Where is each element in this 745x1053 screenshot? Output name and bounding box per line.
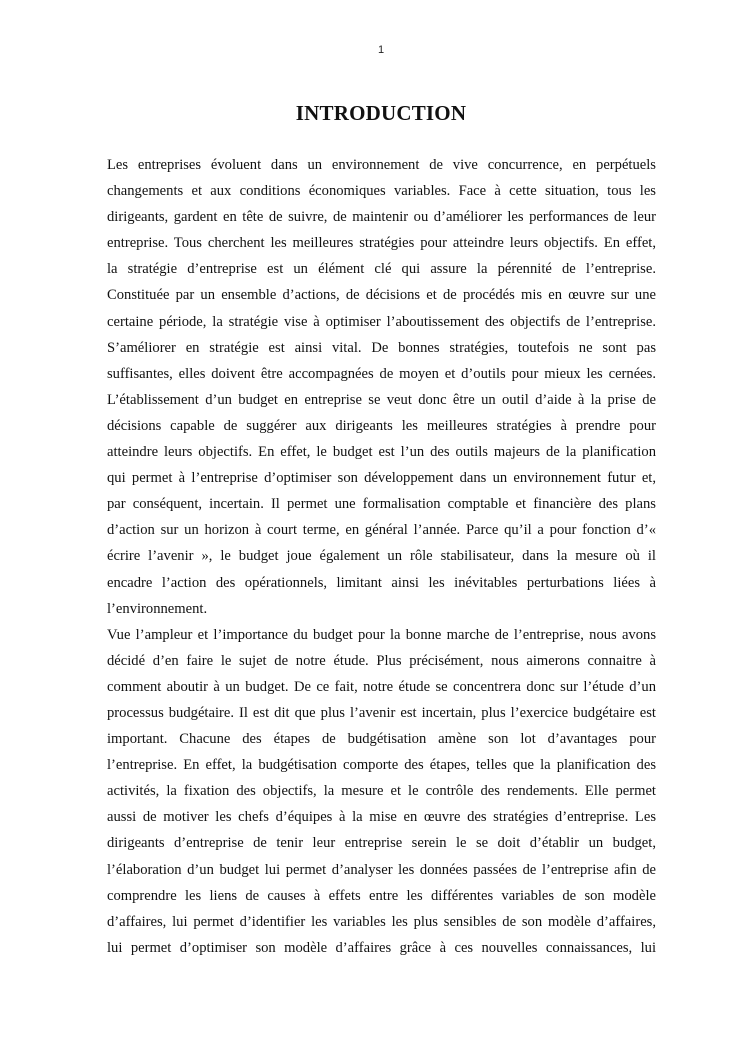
- page-title: INTRODUCTION: [295, 101, 467, 125]
- text-line: aussi de motiver les chefs d’équipes à la mise en œuvre des stratégies d’entreprise. Les: [107, 809, 656, 826]
- text-line: par conséquent, incertain. Il permet une formalisation comptable et financière des plans: [107, 496, 656, 513]
- page-number: 1: [377, 44, 385, 56]
- text-line: atteindre leurs objectifs. En effet, le budget est l’un des outils majeurs de la planification: [107, 444, 656, 461]
- text-line: processus budgétaire. Il est dit que plus l’avenir est incertain, plus l’exercice budgétaire est: [107, 704, 656, 721]
- text-line: dirigeants, gardent en tête de suivre, de maintenir ou d’améliorer les performances de leur: [107, 209, 656, 226]
- paragraph-2: [107, 622, 656, 961]
- text-line: qui permet à l’entreprise d’optimiser son développement dans un environnement futur et,: [107, 470, 656, 487]
- paragraph-1: [107, 152, 656, 622]
- text-line: l’élaboration d’un budget lui permet d’analyser les données passées de l’entreprise afin de: [107, 861, 656, 878]
- text-line: Vue l’ampleur et l’importance du budget pour la bonne marche de l’entreprise, nous avons: [107, 626, 656, 643]
- text-line: important. Chacune des étapes de budgétisation amène son lot d’avantages pour: [107, 731, 656, 748]
- text-line: la stratégie d’entreprise est un élément clé qui assure la pérennité de l’entreprise.: [107, 261, 656, 278]
- text-line: Les entreprises évoluent dans un environnement de vive concurrence, en perpétuels: [107, 157, 656, 173]
- text-line: changements et aux conditions économiques variables. Face à cette situation, tous les: [107, 183, 656, 200]
- text-line: d’affaires, lui permet d’identifier les variables les plus sensibles de son modèle d’affaires,: [107, 913, 656, 930]
- text-line: certaine période, la stratégie vise à optimiser l’aboutissement des objectifs de l’entreprise.: [107, 313, 656, 330]
- text-line: l’entreprise. En effet, la budgétisation comporte des étapes, telles que la planification des: [107, 757, 656, 774]
- text-line: Constituée par un ensemble d’actions, de décisions et de procédés mis en œuvre sur une: [107, 287, 656, 304]
- text-line: d’action sur un horizon à court terme, en général l’année. Parce qu’il a pour fonction d’«: [107, 522, 656, 539]
- text-line: écrire l’avenir », le budget joue également un rôle stabilisateur, dans la mesure où il: [107, 548, 656, 565]
- text-line: entreprise. Tous cherchent les meilleures stratégies pour atteindre leurs objectifs. En effet,: [107, 235, 656, 252]
- text-line: l’environnement.: [107, 600, 208, 617]
- text-line: dirigeants d’entreprise de tenir leur entreprise serein le se doit d’établir un budget,: [107, 835, 656, 852]
- text-line: encadre l’action des opérationnels, limitant ainsi les inévitables perturbations liées à: [107, 574, 656, 591]
- text-line: décisions capable de suggérer aux dirigeants les meilleures stratégies à prendre pour: [107, 417, 656, 434]
- text-line: comment aboutir à un budget. De ce fait, notre étude se concentrera donc sur l’étude d’un: [107, 678, 656, 695]
- body-text: [107, 152, 656, 961]
- text-line: comprendre les liens de causes à effets entre les différentes variables de son modèle: [107, 887, 656, 904]
- text-line: activités, la fixation des objectifs, la mesure et le contrôle des rendements. Elle permet: [107, 783, 656, 800]
- text-line: décidé d’en faire le sujet de notre étude. Plus précisément, nous aimerons connaitre à: [107, 652, 656, 669]
- text-line: S’améliorer en stratégie est ainsi vital. De bonnes stratégies, toutefois ne sont pas: [107, 339, 656, 356]
- text-line: L’établissement d’un budget en entreprise se veut donc être un outil d’aide à la prise de: [107, 391, 656, 408]
- text-line: suffisantes, elles doivent être accompagnées de moyen et d’outils pour mieux les cernées.: [107, 365, 656, 382]
- text-line: lui permet d’optimiser son modèle d’affaires grâce à ces nouvelles connaissances, lui: [107, 939, 656, 956]
